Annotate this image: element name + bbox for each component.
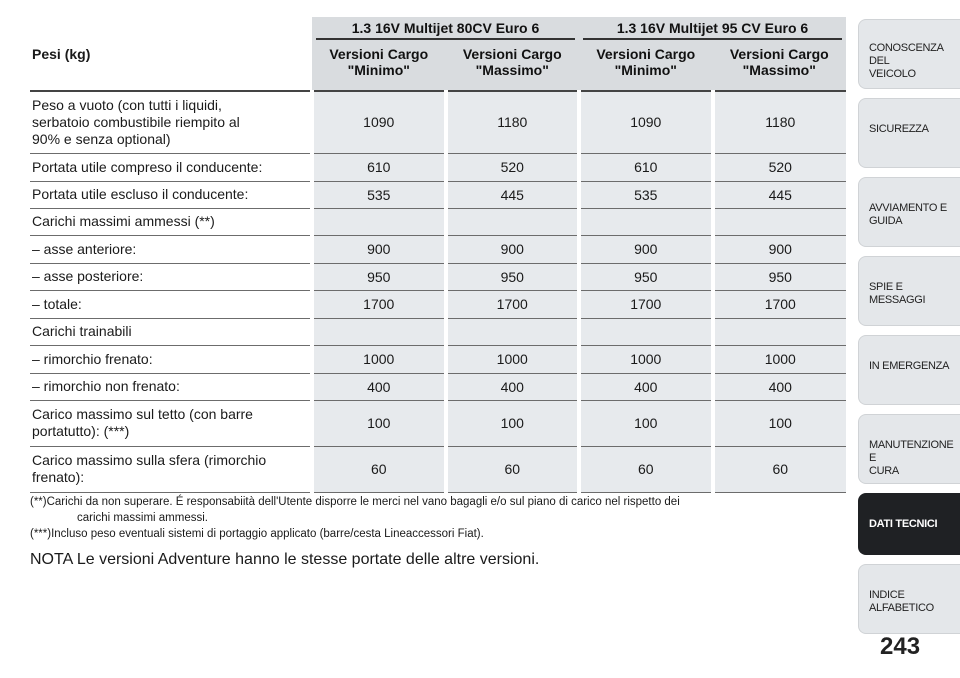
row-value: 400 bbox=[713, 373, 847, 400]
row-label-line: Carico massimo sulla sfera (rimorchio bbox=[32, 452, 267, 468]
row-label-line: serbatoio combustibile riempito al bbox=[32, 113, 240, 130]
chapter-tab[interactable] bbox=[858, 98, 960, 168]
row-value: 60 bbox=[579, 446, 713, 492]
table-row bbox=[30, 153, 846, 181]
row-label bbox=[30, 318, 312, 345]
table-row bbox=[30, 263, 846, 290]
row-value: 1000 bbox=[713, 345, 847, 373]
row-value: 100 bbox=[713, 400, 847, 446]
row-value: 1090 bbox=[579, 91, 713, 153]
version-header: Versioni Cargo "Minimo" bbox=[579, 42, 713, 91]
row-value: 445 bbox=[713, 181, 847, 208]
row-value: 100 bbox=[579, 400, 713, 446]
row-value: 1180 bbox=[446, 91, 580, 153]
chapter-tab[interactable] bbox=[858, 335, 960, 405]
table-row bbox=[30, 318, 846, 345]
chapter-tabs bbox=[858, 19, 960, 643]
row-label bbox=[30, 235, 312, 263]
row-value: 1000 bbox=[312, 345, 446, 373]
row-label-line: 90% e senza optional) bbox=[32, 130, 171, 147]
footnote-1: (**)Carichi da non superare. É responsabiità dell'Utente disporre le merci nel vano bagagli e/o sul piano di carico nel rispetto dei bbox=[30, 496, 680, 508]
row-value: 520 bbox=[713, 153, 847, 181]
chapter-tab-label: VEICOLO bbox=[869, 68, 916, 80]
table-row bbox=[30, 290, 846, 318]
chapter-tab-label: CONOSCENZA DEL bbox=[869, 42, 944, 67]
engine-group-header-2: 1.3 16V Multijet 95 CV Euro 6 bbox=[579, 17, 846, 42]
chapter-tab-label: GUIDA bbox=[869, 215, 903, 227]
chapter-tab-label: IN EMERGENZA bbox=[869, 360, 950, 372]
row-label-line: – rimorchio frenato: bbox=[32, 350, 153, 367]
page-number: 243 bbox=[880, 633, 921, 660]
footnote-1-continued: carichi massimi ammessi. bbox=[77, 512, 208, 524]
chapter-tab[interactable] bbox=[858, 256, 960, 326]
row-value: 950 bbox=[312, 263, 446, 290]
row-label-line: – rimorchio non frenato: bbox=[32, 378, 180, 394]
row-label-line: – totale: bbox=[32, 295, 82, 312]
table-row bbox=[30, 400, 846, 446]
row-label-line: Carico massimo sul tetto (con barre bbox=[32, 406, 253, 422]
row-label bbox=[30, 446, 312, 492]
row-value bbox=[713, 208, 847, 235]
row-value: 1700 bbox=[579, 290, 713, 318]
chapter-tab-label: INDICE ALFABETICO bbox=[869, 589, 934, 614]
row-label bbox=[30, 345, 312, 373]
chapter-tab[interactable] bbox=[858, 564, 960, 634]
row-value: 610 bbox=[579, 153, 713, 181]
row-value: 1090 bbox=[312, 91, 446, 153]
row-label bbox=[30, 400, 312, 446]
chapter-tab[interactable] bbox=[858, 493, 960, 555]
weights-table bbox=[30, 17, 846, 493]
row-value: 445 bbox=[446, 181, 580, 208]
row-label-line: Peso a vuoto (con tutti i liquidi, bbox=[32, 96, 222, 113]
row-value: 900 bbox=[312, 235, 446, 263]
adventure-note: NOTA Le versioni Adventure hanno le stesse portate delle altre versioni. bbox=[30, 551, 540, 568]
chapter-tab-label: MANUTENZIONE E bbox=[869, 439, 954, 464]
row-label bbox=[30, 373, 312, 400]
table-row bbox=[30, 208, 846, 235]
chapter-tab[interactable] bbox=[858, 177, 960, 247]
chapter-tab-label: AVVIAMENTO E bbox=[869, 202, 947, 214]
row-value: 1000 bbox=[579, 345, 713, 373]
engine-group-header-1: 1.3 16V Multijet 80CV Euro 6 bbox=[312, 17, 579, 42]
row-value: 60 bbox=[713, 446, 847, 492]
row-value: 900 bbox=[579, 235, 713, 263]
version-header: Versioni Cargo "Massimo" bbox=[446, 42, 580, 91]
row-label-line: Portata utile escluso il conducente: bbox=[32, 186, 249, 202]
row-label-line: Carichi massimi ammessi (**) bbox=[32, 213, 215, 229]
row-value bbox=[312, 318, 446, 345]
row-label-line: Carichi trainabili bbox=[32, 323, 132, 339]
row-label-line: – asse anteriore: bbox=[32, 240, 137, 257]
table-row bbox=[30, 373, 846, 400]
row-label bbox=[30, 153, 312, 181]
row-label bbox=[30, 263, 312, 290]
row-value: 400 bbox=[446, 373, 580, 400]
chapter-tab-label: DATI TECNICI bbox=[869, 518, 938, 530]
row-value bbox=[312, 208, 446, 235]
row-value bbox=[446, 208, 580, 235]
version-header: Versioni Cargo "Massimo" bbox=[713, 42, 847, 91]
row-value bbox=[579, 318, 713, 345]
row-value: 1700 bbox=[713, 290, 847, 318]
row-value: 60 bbox=[446, 446, 580, 492]
row-value: 400 bbox=[312, 373, 446, 400]
row-value: 535 bbox=[579, 181, 713, 208]
label-header-text: Pesi (kg) bbox=[32, 45, 91, 62]
row-label-line: portatutto): (***) bbox=[32, 423, 130, 439]
row-value: 100 bbox=[312, 400, 446, 446]
version-header: Versioni Cargo "Minimo" bbox=[312, 42, 446, 91]
row-value: 520 bbox=[446, 153, 580, 181]
row-value bbox=[713, 318, 847, 345]
chapter-tab[interactable] bbox=[858, 414, 960, 484]
row-value: 1180 bbox=[713, 91, 847, 153]
chapter-tab-label: SICUREZZA bbox=[869, 123, 929, 135]
row-label-line: frenato): bbox=[32, 469, 85, 485]
row-value: 900 bbox=[446, 235, 580, 263]
table-row bbox=[30, 345, 846, 373]
table-label-header bbox=[30, 17, 312, 91]
row-value: 535 bbox=[312, 181, 446, 208]
weights-table-container bbox=[30, 17, 846, 493]
row-label bbox=[30, 181, 312, 208]
row-value: 610 bbox=[312, 153, 446, 181]
table-row bbox=[30, 235, 846, 263]
row-value: 1700 bbox=[446, 290, 580, 318]
row-value: 950 bbox=[579, 263, 713, 290]
row-label bbox=[30, 91, 312, 153]
footnote-2: (***)Incluso peso eventuali sistemi di portaggio applicato (barre/cesta Lineaccessori Fiat). bbox=[30, 528, 484, 540]
row-value: 900 bbox=[713, 235, 847, 263]
row-value: 950 bbox=[446, 263, 580, 290]
table-row bbox=[30, 91, 846, 153]
table-row bbox=[30, 181, 846, 208]
row-value: 60 bbox=[312, 446, 446, 492]
row-value bbox=[446, 318, 580, 345]
row-label bbox=[30, 208, 312, 235]
row-value bbox=[579, 208, 713, 235]
row-label-line: – asse posteriore: bbox=[32, 268, 144, 284]
chapter-tab-label: SPIE E MESSAGGI bbox=[869, 281, 926, 306]
row-value: 400 bbox=[579, 373, 713, 400]
chapter-tab[interactable] bbox=[858, 19, 960, 89]
table-row bbox=[30, 446, 846, 492]
footnotes bbox=[30, 494, 830, 542]
chapter-tab-label: CURA bbox=[869, 465, 899, 477]
row-label-line: Portata utile compreso il conducente: bbox=[32, 158, 263, 175]
row-value: 950 bbox=[713, 263, 847, 290]
row-value: 1700 bbox=[312, 290, 446, 318]
row-label bbox=[30, 290, 312, 318]
row-value: 1000 bbox=[446, 345, 580, 373]
row-value: 100 bbox=[446, 400, 580, 446]
